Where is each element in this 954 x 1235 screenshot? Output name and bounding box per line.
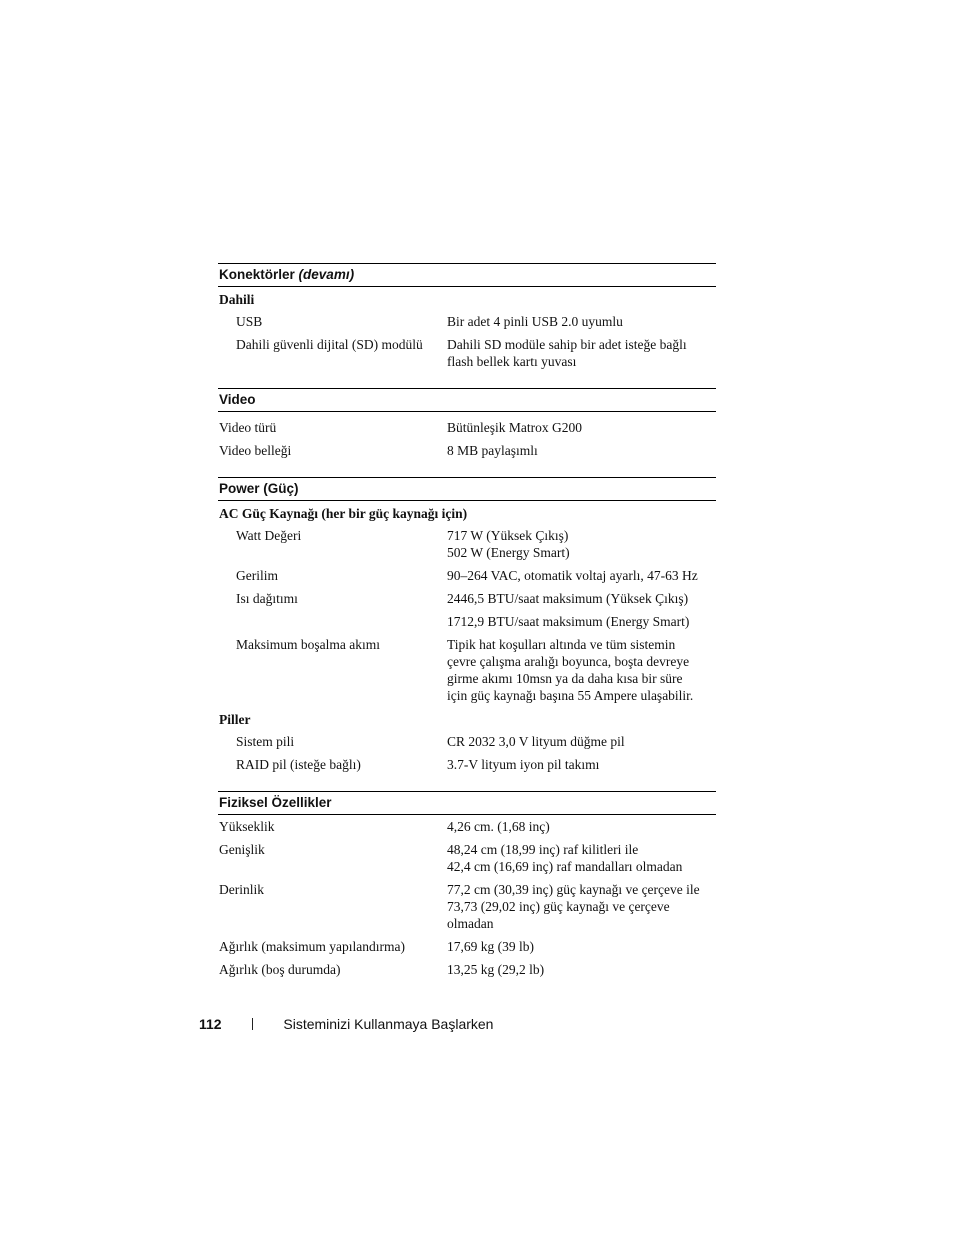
- rows-video: [218, 412, 716, 462]
- spec-value-line: 502 W (Energy Smart): [447, 545, 570, 560]
- spec-value-line: 2446,5 BTU/saat maksimum (Yüksek Çıkış): [447, 591, 689, 606]
- spec-row: [218, 878, 716, 935]
- spec-value-line: 42,4 cm (16,69 inç) raf mandalları olmadan: [447, 859, 683, 874]
- spec-row: [218, 753, 716, 776]
- spec-label: Ağırlık (boş durumda): [219, 962, 341, 977]
- rows-batteries: [218, 730, 716, 776]
- spec-value: [446, 613, 716, 630]
- spec-label: Video türü: [219, 420, 277, 435]
- spec-value-line: 90–264 VAC, otomatik voltaj ayarlı, 47-63 Hz: [447, 568, 698, 583]
- spec-row: [218, 633, 716, 707]
- spec-row: [218, 416, 716, 439]
- rows-connectors: [218, 310, 716, 373]
- spec-value-line: 13,25 kg (29,2 lb): [447, 962, 545, 977]
- section-title: Konektörler: [219, 267, 295, 282]
- spec-label: Gerilim: [236, 568, 278, 583]
- spec-row: [218, 935, 716, 958]
- spec-label: USB: [236, 314, 263, 329]
- spec-value: [446, 313, 716, 330]
- spec-value: [446, 336, 716, 370]
- spec-value: [446, 636, 716, 704]
- spec-value: [446, 733, 716, 750]
- spec-value-line: 3.7-V lityum iyon pil takımı: [447, 757, 600, 772]
- spec-row: [218, 587, 716, 610]
- spec-row: [218, 815, 716, 838]
- spec-value: [446, 567, 716, 584]
- subheading-batteries: Piller: [219, 712, 251, 727]
- spec-value-line: için güç kaynağı başına 55 Ampere ulaşabilir.: [447, 688, 694, 703]
- spec-value-line: olmadan: [447, 916, 494, 931]
- page-footer: [199, 1016, 493, 1032]
- spec-value: [446, 938, 716, 955]
- spec-value-line: Bir adet 4 pinli USB 2.0 uyumlu: [447, 314, 623, 329]
- spec-value: [446, 881, 716, 932]
- spec-value-line: çevre çalışma aralığı boyunca, boşta devreye: [447, 654, 690, 669]
- rows-power: [218, 524, 716, 707]
- spec-row: [218, 838, 716, 878]
- spec-value-line: flash bellek kartı yuvası: [447, 354, 577, 369]
- section-header-physical: [218, 791, 716, 815]
- spec-row: [218, 730, 716, 753]
- section-header-power: [218, 477, 716, 501]
- chapter-title: Sisteminizi Kullanmaya Başlarken: [283, 1016, 494, 1032]
- spec-value-line: 17,69 kg (39 lb): [447, 939, 534, 954]
- footer-separator: [252, 1018, 253, 1030]
- spec-value-line: Tipik hat koşulları altında ve tüm sistemin: [447, 637, 676, 652]
- spec-value-line: 77,2 cm (30,39 inç) güç kaynağı ve çerçeve ile: [447, 882, 700, 897]
- spec-value-line: 4,26 cm. (1,68 inç): [447, 819, 550, 834]
- spec-label: [218, 613, 446, 630]
- spec-label: Derinlik: [219, 882, 264, 897]
- page-number: 112: [199, 1016, 222, 1032]
- spec-value-line: 1712,9 BTU/saat maksimum (Energy Smart): [447, 614, 690, 629]
- spec-value: [446, 961, 716, 978]
- spec-label: Yükseklik: [219, 819, 275, 834]
- subheading-internal: Dahili: [219, 292, 255, 307]
- section-header-video: [218, 388, 716, 412]
- spec-row: [218, 958, 716, 981]
- spec-value-line: 717 W (Yüksek Çıkış): [447, 528, 569, 543]
- spec-value-line: Dahili SD modüle sahip bir adet isteğe bağlı: [447, 337, 687, 352]
- spec-label: Isı dağıtımı: [236, 591, 298, 606]
- spec-value-line: 8 MB paylaşımlı: [447, 443, 538, 458]
- spec-value: [446, 442, 716, 459]
- spec-row: [218, 439, 716, 462]
- spec-row: [218, 333, 716, 373]
- spec-value: [446, 590, 716, 607]
- spec-value: [446, 419, 716, 436]
- spec-value: [446, 756, 716, 773]
- spec-label: Maksimum boşalma akımı: [236, 637, 380, 652]
- subheading-ac-power-supply: AC Güç Kaynağı (her bir güç kaynağı için): [219, 506, 468, 521]
- spec-label: Dahili güvenli dijital (SD) modülü: [236, 337, 423, 352]
- spec-row: [218, 610, 716, 633]
- spec-value-line: 73,73 (29,02 inç) güç kaynağı ve çerçeve: [447, 899, 670, 914]
- spec-value: [446, 841, 716, 875]
- spec-row: [218, 524, 716, 564]
- section-title: Power (Güç): [219, 481, 299, 496]
- spec-value-line: Bütünleşik Matrox G200: [447, 420, 582, 435]
- spec-value: [446, 527, 716, 561]
- spec-label: RAID pil (isteğe bağlı): [236, 757, 361, 772]
- spec-table: [218, 263, 716, 981]
- spec-value-line: girme akımı 10msn ya da daha kısa bir süre: [447, 671, 683, 686]
- spec-value-line: CR 2032 3,0 V lityum düğme pil: [447, 734, 625, 749]
- spec-row: [218, 310, 716, 333]
- section-header-connectors: [218, 263, 716, 287]
- section-title: Fiziksel Özellikler: [219, 795, 332, 810]
- spec-label: Ağırlık (maksimum yapılandırma): [219, 939, 405, 954]
- spec-value-line: 48,24 cm (18,99 inç) raf kilitleri ile: [447, 842, 639, 857]
- section-title: Video: [219, 392, 256, 407]
- spec-row: [218, 564, 716, 587]
- spec-label: Genişlik: [219, 842, 265, 857]
- spec-label: Watt Değeri: [236, 528, 302, 543]
- rows-physical: [218, 815, 716, 981]
- section-title-continued: (devamı): [298, 267, 355, 282]
- spec-value: [446, 818, 716, 835]
- spec-label: Video belleği: [219, 443, 292, 458]
- spec-label: Sistem pili: [236, 734, 295, 749]
